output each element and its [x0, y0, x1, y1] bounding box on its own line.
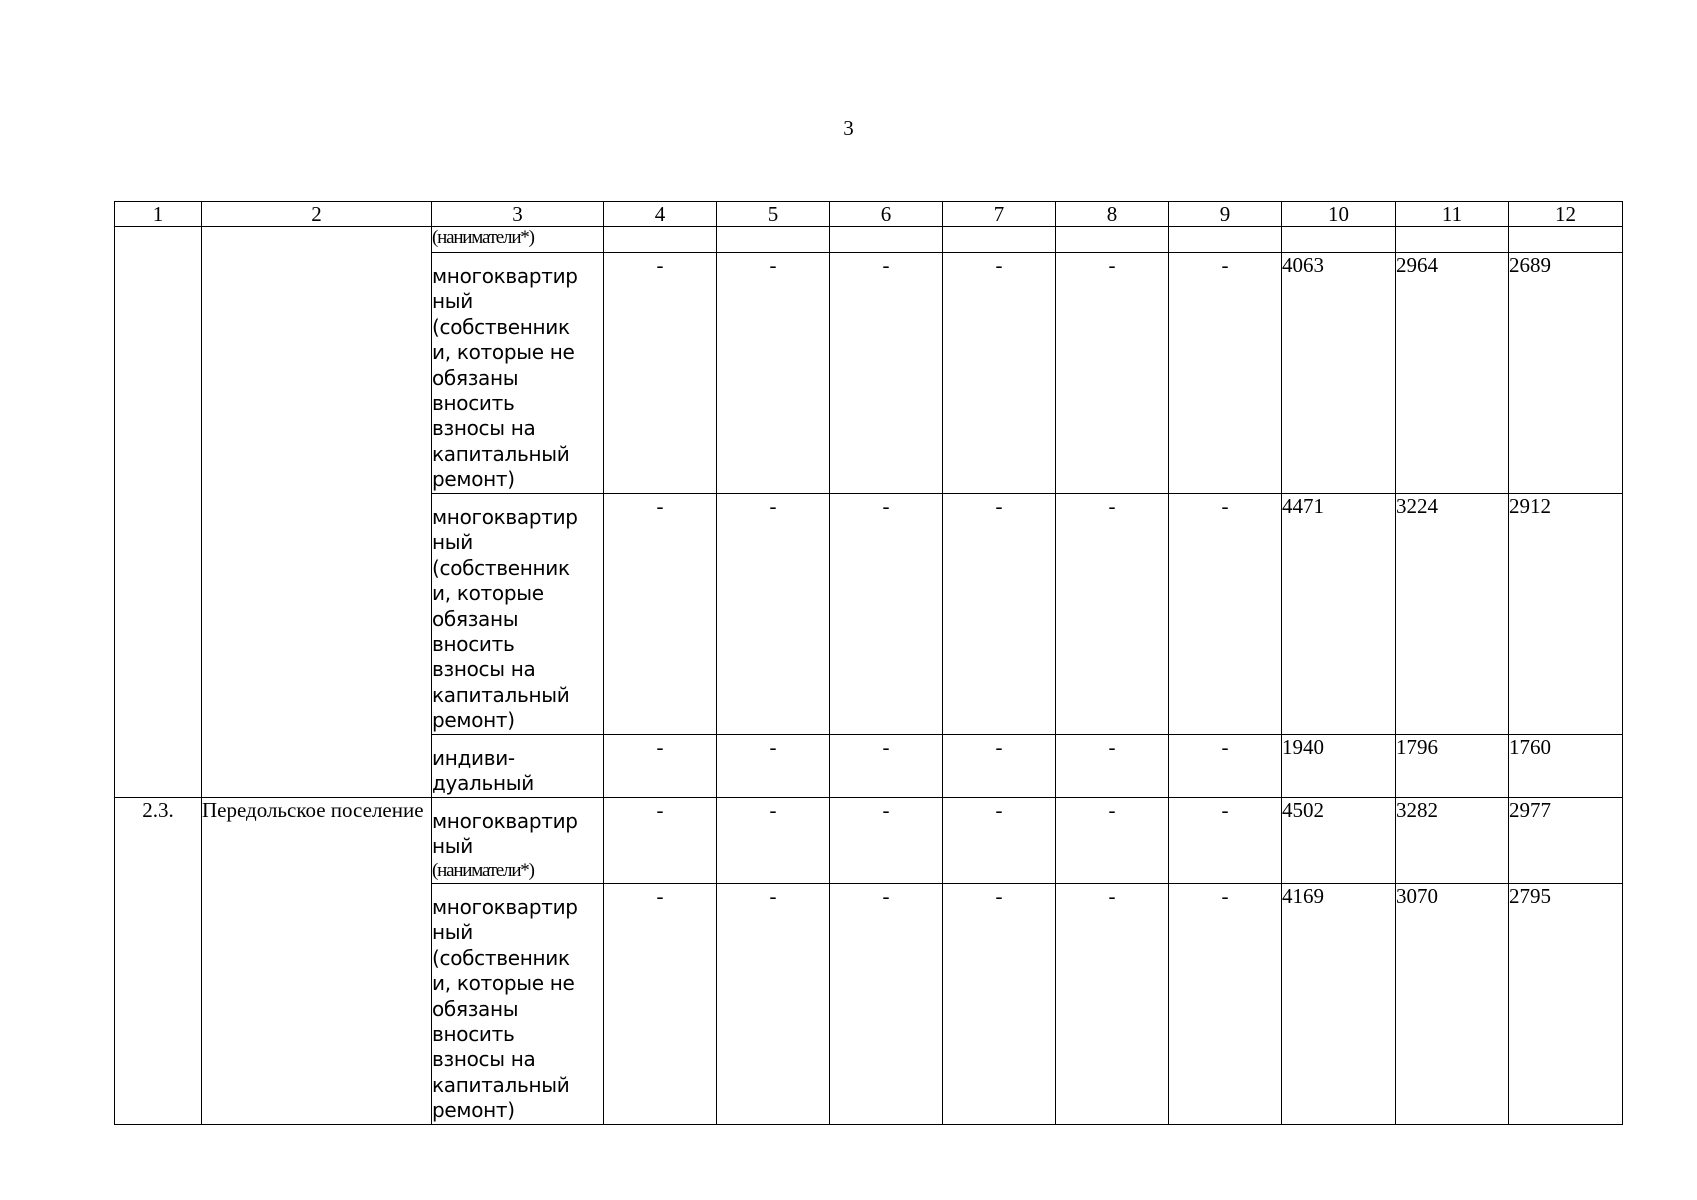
header-col-1: 1 [115, 202, 202, 227]
cell-dash: - [830, 884, 943, 1125]
cell-value-col-11: 2964 [1396, 253, 1509, 494]
cell-dash: - [1056, 735, 1169, 798]
table-cell [717, 227, 830, 253]
header-col-7: 7 [943, 202, 1056, 227]
cell-dash: - [943, 798, 1056, 884]
table-cell [1056, 227, 1169, 253]
cell-housing-type: индиви- дуальный [432, 735, 604, 798]
cell-dash: - [604, 735, 717, 798]
cell-value-col-11: 3282 [1396, 798, 1509, 884]
tariff-table [114, 201, 1623, 1125]
header-row [115, 202, 1623, 227]
page-number: 3 [843, 116, 854, 140]
cell-name-empty [202, 227, 432, 798]
cell-value-col-10: 4063 [1282, 253, 1396, 494]
continued-label: (наниматели*) [432, 227, 534, 248]
cell-num-empty [115, 227, 202, 798]
header-col-2: 2 [202, 202, 432, 227]
table-cell [1396, 227, 1509, 253]
cell-dash: - [1056, 798, 1169, 884]
table-cell [943, 227, 1056, 253]
cell-value-col-12: 2912 [1509, 494, 1623, 735]
cell-housing-type: многоквартир ный (наниматели*) [432, 798, 604, 884]
header-col-5: 5 [717, 202, 830, 227]
table-cell [1169, 227, 1282, 253]
table-cell [1509, 227, 1623, 253]
cell-value-col-10: 4169 [1282, 884, 1396, 1125]
cell-dash: - [1056, 884, 1169, 1125]
header-col-11: 11 [1396, 202, 1509, 227]
cell-housing-type: многоквартир ный (собственник и, которые обязаны вносить взносы на капитальный ремонт) [432, 494, 604, 735]
cell-value-col-12: 2689 [1509, 253, 1623, 494]
cell-value-col-12: 2977 [1509, 798, 1623, 884]
cell-dash: - [717, 798, 830, 884]
cell-housing-type: многоквартир ный (собственник и, которые не обязаны вносить взносы на капитальный ремонт) [432, 253, 604, 494]
header-col-8: 8 [1056, 202, 1169, 227]
cell-dash: - [943, 735, 1056, 798]
header-col-9: 9 [1169, 202, 1282, 227]
cell-dash: - [1169, 494, 1282, 735]
header-col-12: 12 [1509, 202, 1623, 227]
cell-value-col-12: 1760 [1509, 735, 1623, 798]
cell-dash: - [943, 253, 1056, 494]
cell-housing-type: многоквартир ный (собственник и, которые не обязаны вносить взносы на капитальный ремонт) [432, 884, 604, 1125]
cell-dash: - [943, 494, 1056, 735]
cell-value-col-10: 4502 [1282, 798, 1396, 884]
cell-dash: - [1169, 253, 1282, 494]
cell-dash: - [604, 494, 717, 735]
header-col-6: 6 [830, 202, 943, 227]
cell-dash: - [830, 494, 943, 735]
cell-dash: - [830, 253, 943, 494]
cell-dash: - [1169, 798, 1282, 884]
cell-dash: - [717, 884, 830, 1125]
cell-value-col-12: 2795 [1509, 884, 1623, 1125]
cell-value-col-10: 1940 [1282, 735, 1396, 798]
table-row-continued [115, 227, 1623, 253]
cell-value-col-10: 4471 [1282, 494, 1396, 735]
cell-dash: - [604, 798, 717, 884]
table-cell [604, 227, 717, 253]
cell-type-continued [432, 227, 604, 253]
cell-dash: - [604, 253, 717, 494]
cell-item-number: 2.3. [115, 798, 202, 1125]
cell-value-col-11: 1796 [1396, 735, 1509, 798]
cell-dash: - [717, 253, 830, 494]
cell-dash: - [1169, 735, 1282, 798]
cell-value-col-11: 3070 [1396, 884, 1509, 1125]
table-cell [830, 227, 943, 253]
table-cell [1282, 227, 1396, 253]
cell-dash: - [943, 884, 1056, 1125]
cell-dash: - [717, 735, 830, 798]
header-col-10: 10 [1282, 202, 1396, 227]
header-col-3: 3 [432, 202, 604, 227]
cell-settlement-name: Передольское поселение [202, 798, 432, 1125]
tenants-label: (наниматели*) [432, 859, 534, 881]
cell-dash: - [1056, 253, 1169, 494]
cell-dash: - [830, 798, 943, 884]
cell-dash: - [1056, 494, 1169, 735]
cell-value-col-11: 3224 [1396, 494, 1509, 735]
cell-dash: - [717, 494, 830, 735]
table-row [115, 798, 1623, 884]
cell-dash: - [1169, 884, 1282, 1125]
header-col-4: 4 [604, 202, 717, 227]
cell-dash: - [830, 735, 943, 798]
cell-dash: - [604, 884, 717, 1125]
